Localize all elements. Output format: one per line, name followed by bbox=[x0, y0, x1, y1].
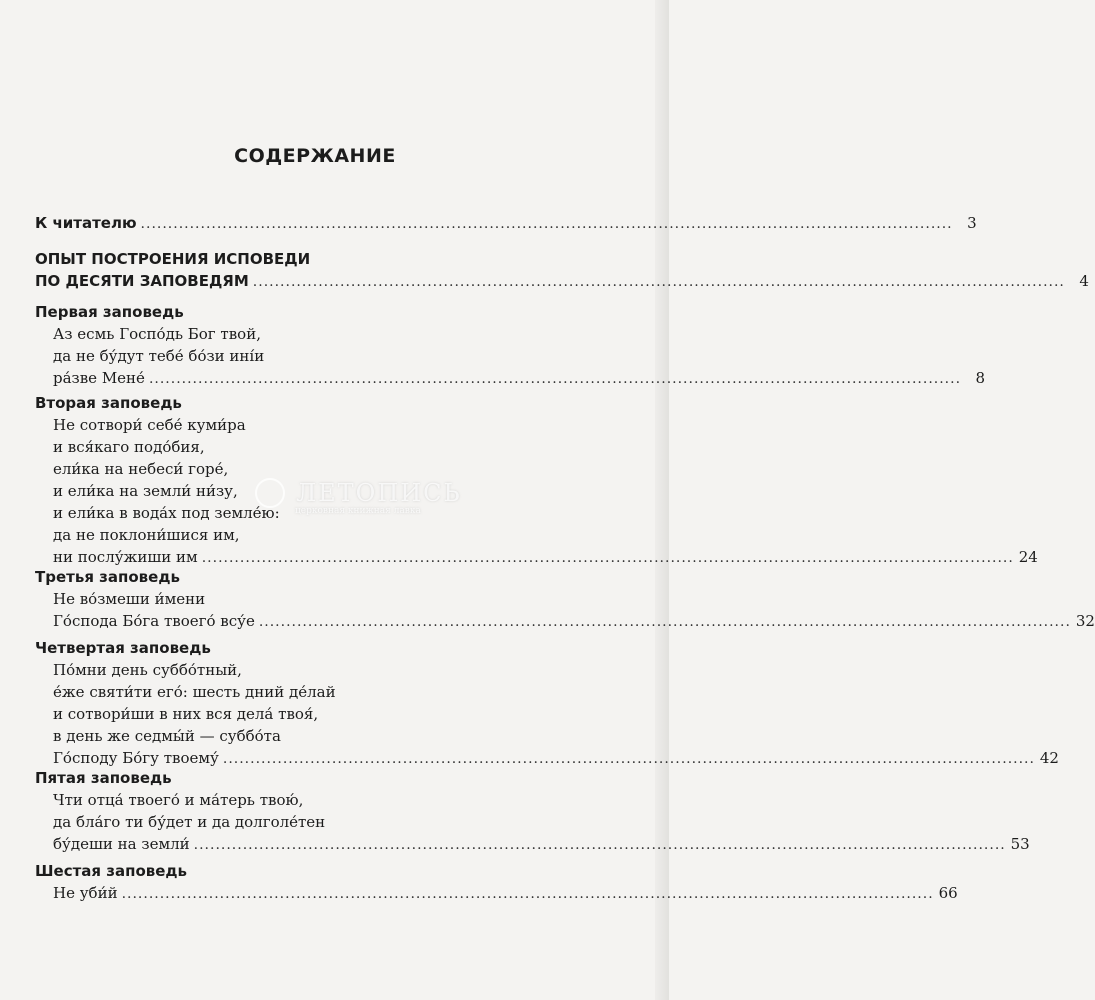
dot-leader: ..................................................................................................................................................... bbox=[222, 751, 1035, 767]
page-number: 4 bbox=[1079, 272, 1089, 290]
dot-leader: ..................................................................................................................................................... bbox=[140, 216, 953, 232]
toc-subline: и ели́ка на земли́ ни́зу, bbox=[53, 482, 238, 500]
toc-subline: е́же святи́ти его́: шесть дний де́лай bbox=[53, 683, 336, 701]
page-number: 24 bbox=[1018, 548, 1038, 566]
toc-entry-commandment-4[interactable] bbox=[35, 637, 1059, 770]
toc-heading: Пятая заповедь bbox=[35, 769, 172, 787]
watermark-logo-icon bbox=[255, 478, 285, 508]
toc-entry-confession[interactable] bbox=[35, 248, 1089, 293]
toc-entry-commandment-6[interactable] bbox=[35, 860, 958, 905]
page-number: 66 bbox=[938, 884, 958, 902]
toc-subline: в день же седмы́й — суббо́та bbox=[53, 727, 281, 745]
toc-heading: ПО ДЕСЯТИ ЗАПОВЕДЯМ bbox=[35, 272, 249, 290]
toc-heading: Четвертая заповедь bbox=[35, 639, 211, 657]
toc-heading: К читателю bbox=[35, 214, 137, 232]
toc-subline: Го́споду Бо́гу твоему́ bbox=[53, 749, 219, 767]
toc-entry-commandment-5[interactable] bbox=[35, 767, 1030, 856]
dot-leader: ..................................................................................................................................................... bbox=[121, 886, 934, 902]
toc-entry-reader[interactable] bbox=[35, 212, 977, 235]
toc-heading: ОПЫТ ПОСТРОЕНИЯ ИСПОВЕДИ bbox=[35, 250, 311, 268]
toc-entry-commandment-3[interactable] bbox=[35, 566, 1095, 633]
toc-subline: и вся́каго подо́бия, bbox=[53, 438, 205, 456]
watermark-name: ЛЕТОПИСЬ bbox=[296, 479, 462, 507]
dot-leader: ..................................................................................................................................................... bbox=[252, 274, 1065, 290]
toc-subline: и ели́ка в вода́х под земле́ю: bbox=[53, 504, 280, 522]
toc-heading: Шестая заповедь bbox=[35, 862, 188, 880]
dot-leader: ..................................................................................................................................................... bbox=[201, 550, 1014, 566]
toc-subline: ели́ка на небеси́ горе́, bbox=[53, 460, 229, 478]
toc-subline: да бла́го ти бу́дет и да долголе́тен bbox=[53, 813, 326, 831]
page-number: 42 bbox=[1039, 749, 1059, 767]
toc-subline: Го́спода Бо́га твоего́ всу́е bbox=[53, 612, 255, 630]
page-number: 3 bbox=[967, 214, 977, 232]
toc-subline: да не бу́дут тебе́ бо́зи ині́и bbox=[53, 347, 265, 365]
toc-heading: Первая заповедь bbox=[35, 303, 184, 321]
toc-subline: Чти отца́ твоего́ и ма́терь твою́, bbox=[53, 791, 304, 809]
toc-subline: да не поклони́шися им, bbox=[53, 526, 240, 544]
watermark bbox=[255, 478, 555, 516]
watermark-tagline: церковная книжная лавка bbox=[295, 506, 421, 516]
toc-subline: и сотвори́ши в них вся дела́ твоя́, bbox=[53, 705, 319, 723]
dot-leader: ..................................................................................................................................................... bbox=[148, 371, 962, 387]
page-number: 53 bbox=[1010, 835, 1030, 853]
toc-subline: Аз есмь Госпо́дь Бог твой, bbox=[53, 325, 261, 343]
toc-subline: бу́деши на земли́ bbox=[53, 835, 190, 853]
dot-leader: ..................................................................................................................................................... bbox=[258, 614, 1071, 630]
toc-subline: Не уби́й bbox=[53, 884, 118, 902]
page-number: 32 bbox=[1075, 612, 1095, 630]
toc-subline: По́мни день суббо́тный, bbox=[53, 661, 242, 679]
page-number: 8 bbox=[975, 369, 986, 387]
toc-subline: Не во́змеши и́мени bbox=[53, 590, 206, 608]
toc-subline: ни послу́жиши им bbox=[53, 548, 198, 566]
toc-entry-commandment-1[interactable] bbox=[35, 301, 986, 390]
toc-heading: Вторая заповедь bbox=[35, 394, 182, 412]
toc-heading: Третья заповедь bbox=[35, 568, 180, 586]
page-title: СОДЕРЖАНИЕ bbox=[234, 145, 396, 167]
toc-subline: Не сотвори́ себе́ куми́ра bbox=[53, 416, 246, 434]
dot-leader: ..................................................................................................................................................... bbox=[193, 837, 1006, 853]
toc-subline: ра́зве Мене́ bbox=[53, 369, 145, 387]
